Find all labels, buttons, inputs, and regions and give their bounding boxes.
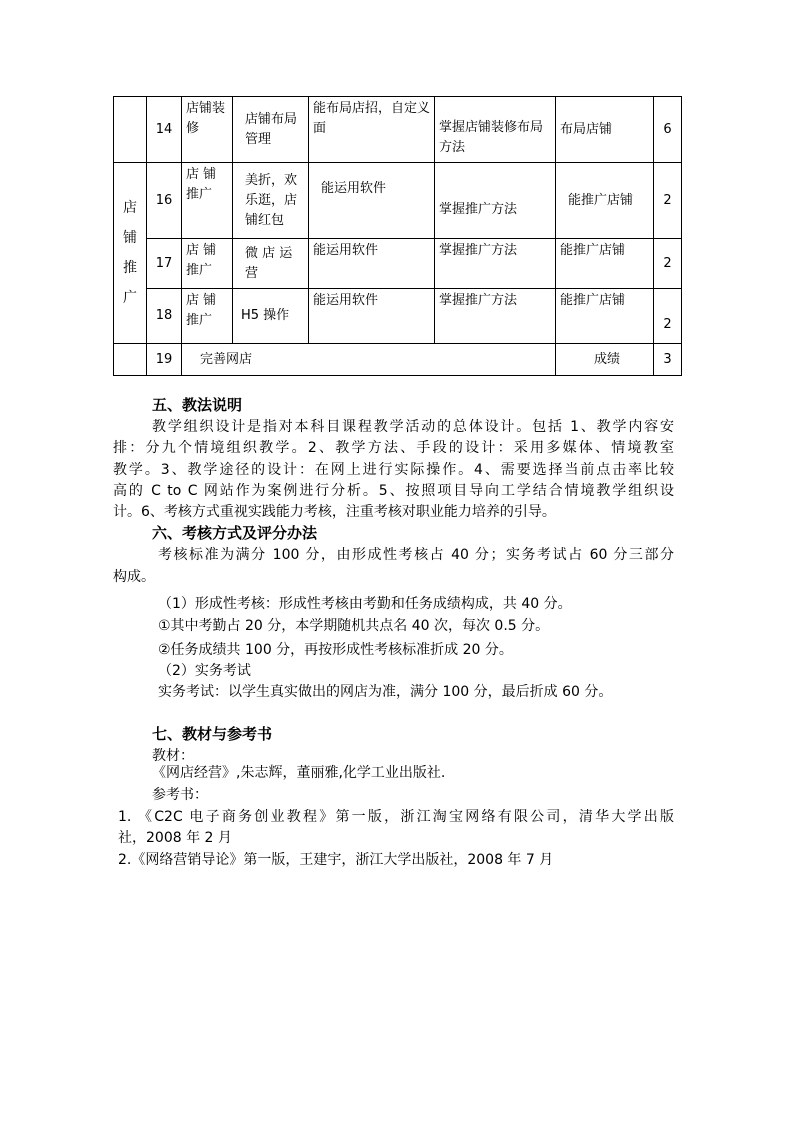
goal-cell: 布局店铺 (556, 97, 654, 163)
hours-cell: 2 (654, 289, 682, 344)
paragraph-line: ①其中考勤占 20 分，本学期随机共点名 40 次，每次 0.5 分。 (158, 618, 550, 634)
group-cell (114, 344, 147, 376)
goal-cell: 能推广店铺 (556, 239, 654, 289)
paragraph-line: 教学。3、教学途径的设计：在网上进行实际操作。4、需要选择当前点击率比较 (113, 462, 674, 478)
ability-cell: 能运用软件 (309, 289, 435, 344)
knowledge-cell: 掌握推广方法 (435, 163, 556, 239)
knowledge-cell: 掌握店铺装修布局方法 (435, 97, 556, 163)
table-row (114, 239, 682, 289)
content-cell: 微 店 运营 (233, 239, 309, 289)
section-7-heading: 七、教材与参考书 (152, 725, 273, 743)
paragraph-line: 考核标准为满分 100 分，由形成性考核占 40 分；实务考试占 60 分三部分 (158, 547, 674, 563)
paragraph-line: 计。6、考核方式重视实践能力考核，注重考核对职业能力培养的引导。 (113, 504, 556, 520)
content-cell: 美折，欢乐逛，店铺红包 (233, 163, 309, 239)
paragraph-line: ②任务成绩共 100 分，再按形成性考核标准折成 20 分。 (158, 642, 513, 658)
ability-cell: 能运用软件 (309, 163, 435, 239)
group-label: 店铺推广 (123, 200, 137, 306)
no-cell: 17 (147, 239, 182, 289)
task-cell: 完善网店 (182, 344, 556, 376)
section-5-heading: 五、教法说明 (152, 396, 243, 414)
no-cell: 18 (147, 289, 182, 344)
no-cell: 14 (147, 97, 182, 163)
task-cell: 店 铺推广 (182, 239, 233, 289)
content-cell: 店铺布局管理 (233, 97, 309, 163)
task-cell: 店铺装修 (182, 97, 233, 163)
table-row (114, 97, 682, 163)
reference-item: 1. 《C2C 电子商务创业教程》第一版，浙江淘宝网络有限公司，清华大学出版 (118, 809, 674, 825)
task-cell: 店 铺推广 (182, 163, 233, 239)
group-cell (114, 163, 147, 344)
hours-cell: 3 (654, 344, 682, 376)
hours-cell: 2 (654, 239, 682, 289)
no-cell: 16 (147, 163, 182, 239)
paragraph-line: 高的 C to C 网站作为案例进行分析。5、按照项目导向工学结合情境教学组织设 (113, 483, 674, 499)
paragraph-line: 排：分九个情境组织教学。2、教学方法、手段的设计：采用多媒体、情境教室 (113, 440, 674, 456)
paragraph-line: 教材： (152, 748, 194, 764)
section-6-heading: 六、考核方式及评分办法 (152, 524, 318, 542)
paragraph-line: 《网店经营》,朱志辉，董丽雅,化学工业出版社. (152, 765, 446, 781)
paragraph-line: 参考书： (152, 787, 208, 803)
table-row (114, 344, 682, 376)
goal-cell: 能推广店铺 (556, 163, 654, 239)
knowledge-cell: 掌握推广方法 (435, 239, 556, 289)
goal-cell: 能推广店铺 (556, 289, 654, 344)
ability-cell: 能运用软件 (309, 239, 435, 289)
course-schedule-table (113, 96, 682, 376)
task-cell: 店 铺推广 (182, 289, 233, 344)
hours-cell: 6 (654, 97, 682, 163)
paragraph-line: 实务考试：以学生真实做出的网店为准，满分 100 分，最后折成 60 分。 (158, 684, 613, 700)
content-cell: H5 操作 (233, 289, 309, 344)
table-row (114, 289, 682, 344)
paragraph-line: （2）实务考试 (158, 663, 251, 679)
reference-item: 社，2008 年 2 月 (118, 830, 232, 846)
paragraph-line: 构成。 (113, 569, 155, 585)
knowledge-cell: 掌握推广方法 (435, 289, 556, 344)
paragraph-line: （1）形成性考核：形成性考核由考勤和任务成绩构成，共 40 分。 (158, 596, 572, 612)
goal-cell: 成绩 (556, 344, 654, 376)
reference-item: 2.《网络营销导论》第一版，王建宇，浙江大学出版社，2008 年 7 月 (118, 852, 554, 868)
paragraph-line: 教学组织设计是指对本科目课程教学活动的总体设计。包括 1、教学内容安 (152, 419, 674, 435)
ability-cell: 能布局店招，自定义面 (309, 97, 435, 163)
group-cell (114, 97, 147, 163)
table-row (114, 163, 682, 239)
hours-cell: 2 (654, 163, 682, 239)
no-cell: 19 (147, 344, 182, 376)
